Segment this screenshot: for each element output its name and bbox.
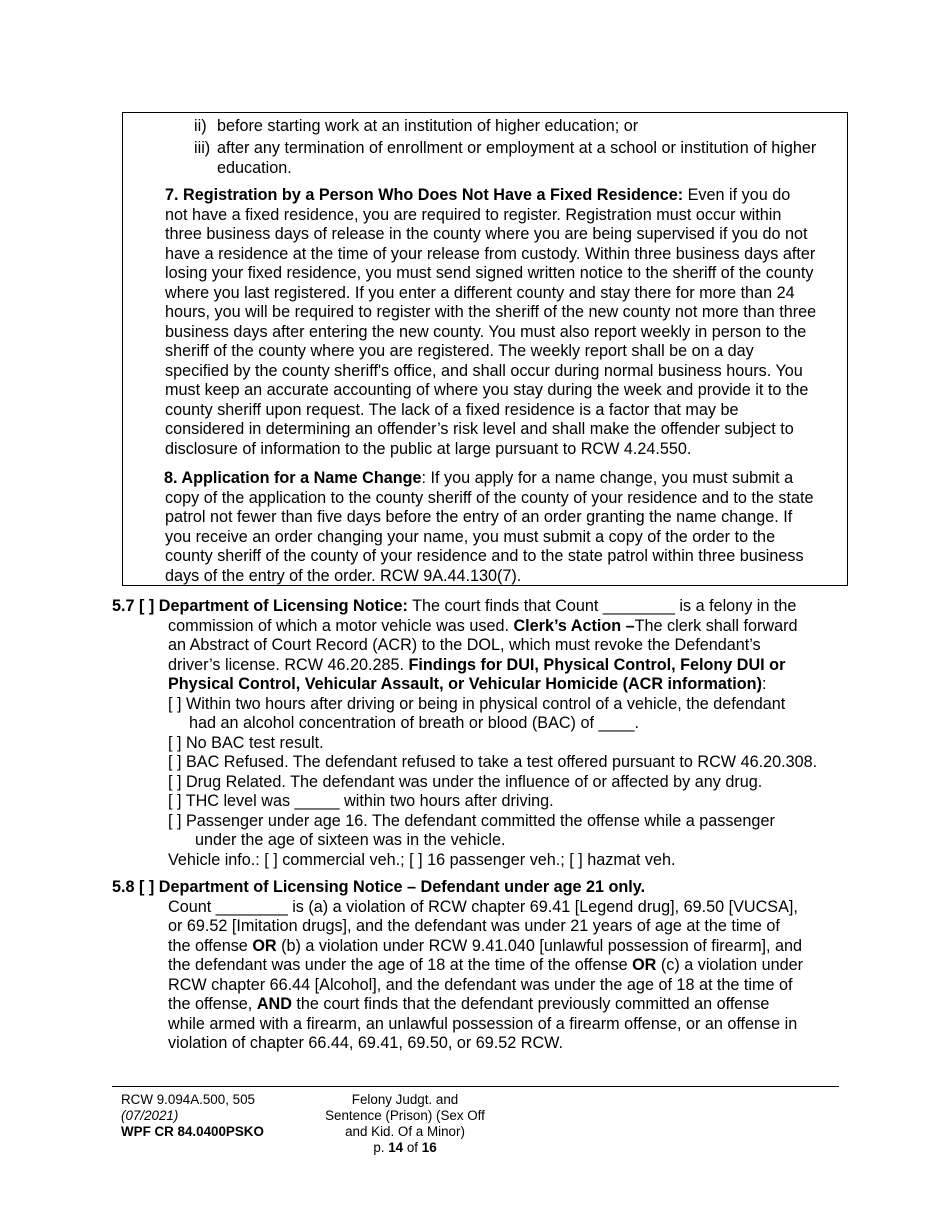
text: p. — [373, 1140, 389, 1155]
or-label: OR — [252, 936, 277, 955]
section-8-line: : If you apply for a name change, you must submit a — [421, 469, 794, 487]
section-7-line: have a residence at the time of your release from custody. Within three business days after — [165, 244, 816, 263]
section-8-line: you receive an order changing your name, you must submit a copy of the order to the — [165, 527, 776, 546]
section-7-heading: 7. Registration by a Person Who Does Not Have a Fixed Residence: — [165, 186, 684, 204]
text: the defendant was under the age of 18 at the time of the offense — [168, 956, 633, 974]
clerks-action-label: Clerk’s Action – — [513, 616, 635, 635]
text: the offense, — [168, 995, 257, 1013]
section-8-line: county sheriff of the county of your residence and to the state patrol within three business — [165, 547, 804, 565]
list-item-iii-line1: after any termination of enrollment or employment at a school or institution of higher — [217, 139, 817, 157]
text: (b) a violation under RCW 9.41.040 [unlawful possession of firearm], and — [276, 936, 803, 955]
section-5-8-first-line — [112, 878, 645, 898]
section-5-8-line: Count ________ is (a) a violation of RCW chapter 69.41 [Legend drug], 69.50 [VUCSA], — [168, 897, 798, 916]
section-7-line: losing your fixed residence, you must send signed written notice to the sheriff of the county — [165, 264, 814, 282]
section-7-line: business days after entering the new county. You must also report weekly in person to the — [165, 322, 807, 341]
list-item-ii-text: before starting work at an institution of higher education; or — [217, 117, 639, 135]
section-7-first-line — [165, 186, 790, 206]
section-5-7-line5 — [168, 675, 766, 695]
text: driver’s license. RCW 46.20.285. — [168, 655, 409, 674]
list-number: ii) — [194, 117, 207, 135]
section-5-7-first-line — [112, 597, 796, 617]
section-7-line: county sheriff upon request. The lack of a fixed residence is a factor that may be — [165, 400, 739, 419]
section-7-line: considered in determining an offender’s risk level and shall make the offender subject to — [165, 420, 794, 438]
checkbox-option-no-bac[interactable]: [ ] No BAC test result. — [168, 733, 324, 752]
footer-left — [121, 1092, 264, 1140]
list-number: iii) — [194, 139, 211, 157]
section-7-line: Even if you do — [683, 186, 791, 204]
checkbox-option-passenger-cont: under the age of sixteen was in the vehicle. — [195, 831, 506, 849]
section-number: 5.7 [ ] — [112, 597, 155, 615]
text: The clerk shall forward — [634, 616, 798, 635]
section-7-line: specified by the county sheriff's office, and shall occur during normal business hours. You — [165, 361, 803, 380]
text: : — [761, 675, 767, 693]
checkbox-option-drug-related[interactable]: [ ] Drug Related. The defendant was under the influence of or affected by any drug. — [168, 772, 763, 791]
section-8-first-line — [164, 469, 793, 489]
list-item-iii-line2: education. — [217, 159, 292, 177]
total-pages: 16 — [421, 1140, 437, 1155]
section-7-line: hours, you will be required to register with the sheriff of the new county not more than three — [165, 303, 817, 321]
section-5-8-line: or 69.52 [Imitation drugs], and the defendant was under 21 years of age at the time of — [168, 917, 780, 935]
findings-label: Findings for DUI, Physical Control, Felony DUI or — [408, 655, 786, 674]
section-5-7-line4 — [168, 656, 785, 676]
list-item-ii — [194, 117, 207, 137]
section-8-line: copy of the application to the county sheriff of the county of your residence and to the state — [165, 488, 814, 507]
text: the offense — [168, 936, 253, 955]
footer-rcw: RCW 9.094A.500, 505 — [121, 1092, 255, 1107]
footer-form-id: WPF CR 84.0400PSKO — [121, 1124, 264, 1139]
section-7-line: must keep an accurate accounting of where you stay during the week and provide it to the — [165, 381, 809, 399]
text: the court finds that the defendant previously committed an offense — [291, 995, 770, 1013]
section-7-line: not have a fixed residence, you are required to register. Registration must occur within — [165, 205, 782, 224]
section-number: 5.8 [ ] — [112, 878, 155, 896]
text: (c) a violation under — [656, 956, 804, 974]
checkbox-option-bac[interactable]: [ ] Within two hours after driving or being in physical control of a vehicle, the defendant — [168, 694, 786, 713]
or-label: OR — [632, 956, 657, 974]
current-page: 14 — [388, 1140, 404, 1155]
checkbox-option-thc[interactable]: [ ] THC level was _____ within two hours after driving. — [168, 792, 554, 810]
footer-title-line: Felony Judgt. and — [351, 1092, 459, 1107]
findings-label-cont: Physical Control, Vehicular Assault, or Vehicular Homicide (ACR information) — [168, 675, 762, 693]
page-number — [300, 1140, 510, 1156]
section-8-line: patrol not fewer than five days before the entry of an order granting the name change. If — [165, 508, 793, 526]
checkbox-option-passenger[interactable]: [ ] Passenger under age 16. The defendant committed the offense while a passenger — [168, 811, 775, 830]
footer-divider — [112, 1086, 839, 1087]
vehicle-info-line[interactable]: Vehicle info.: [ ] commercial veh.; [ ] 16 passenger veh.; [ ] hazmat veh. — [168, 850, 676, 869]
section-5-7-line3: an Abstract of Court Record (ACR) to the DOL, which must revoke the Defendant’s — [168, 636, 761, 654]
footer-title-line: and Kid. Of a Minor) — [345, 1124, 465, 1139]
section-5-7-title: Department of Licensing Notice: — [158, 597, 408, 615]
footer-title-line: Sentence (Prison) (Sex Off — [325, 1108, 485, 1123]
section-7-line: sheriff of the county where you are registered. The weekly report shall be on a day — [165, 342, 754, 360]
section-5-8-line — [168, 956, 803, 976]
text: of — [403, 1140, 422, 1155]
section-5-8-line — [168, 995, 769, 1015]
section-5-7-line2 — [168, 617, 797, 637]
and-label: AND — [256, 995, 292, 1013]
section-5-8-title: Department of Licensing Notice – Defendant under age 21 only. — [158, 878, 646, 896]
section-5-8-line: RCW chapter 66.44 [Alcohol], and the defendant was under the age of 18 at the time of — [168, 975, 793, 994]
section-7-line: where you last registered. If you enter a different county and stay there for more than 24 — [165, 283, 795, 302]
footer-center — [300, 1092, 510, 1156]
checkbox-option-bac-refused[interactable]: [ ] BAC Refused. The defendant refused to take a test offered pursuant to RCW 46.20.308. — [168, 753, 818, 771]
section-5-8-line: while armed with a firearm, an unlawful possession of a firearm offense, or an offense in — [168, 1014, 798, 1033]
footer-date: (07/2021) — [121, 1108, 179, 1123]
section-7-line: three business days of release in the county where you are being supervised if you do not — [165, 225, 808, 243]
checkbox-option-bac-cont: had an alcohol concentration of breath or blood (BAC) of ____. — [189, 714, 639, 732]
section-5-8-line — [168, 937, 802, 957]
text: commission of which a motor vehicle was used. — [168, 616, 514, 635]
section-8-heading: 8. Application for a Name Change — [164, 469, 422, 487]
section-5-7-text: The court finds that Count ________ is a felony in the — [407, 597, 797, 615]
section-7-line: disclosure of information to the public at large pursuant to RCW 4.24.550. — [165, 439, 692, 458]
section-8-line: days of the entry of the order. RCW 9A.44.130(7). — [165, 566, 522, 585]
section-5-8-line: violation of chapter 66.44, 69.41, 69.50, or 69.52 RCW. — [168, 1034, 564, 1052]
